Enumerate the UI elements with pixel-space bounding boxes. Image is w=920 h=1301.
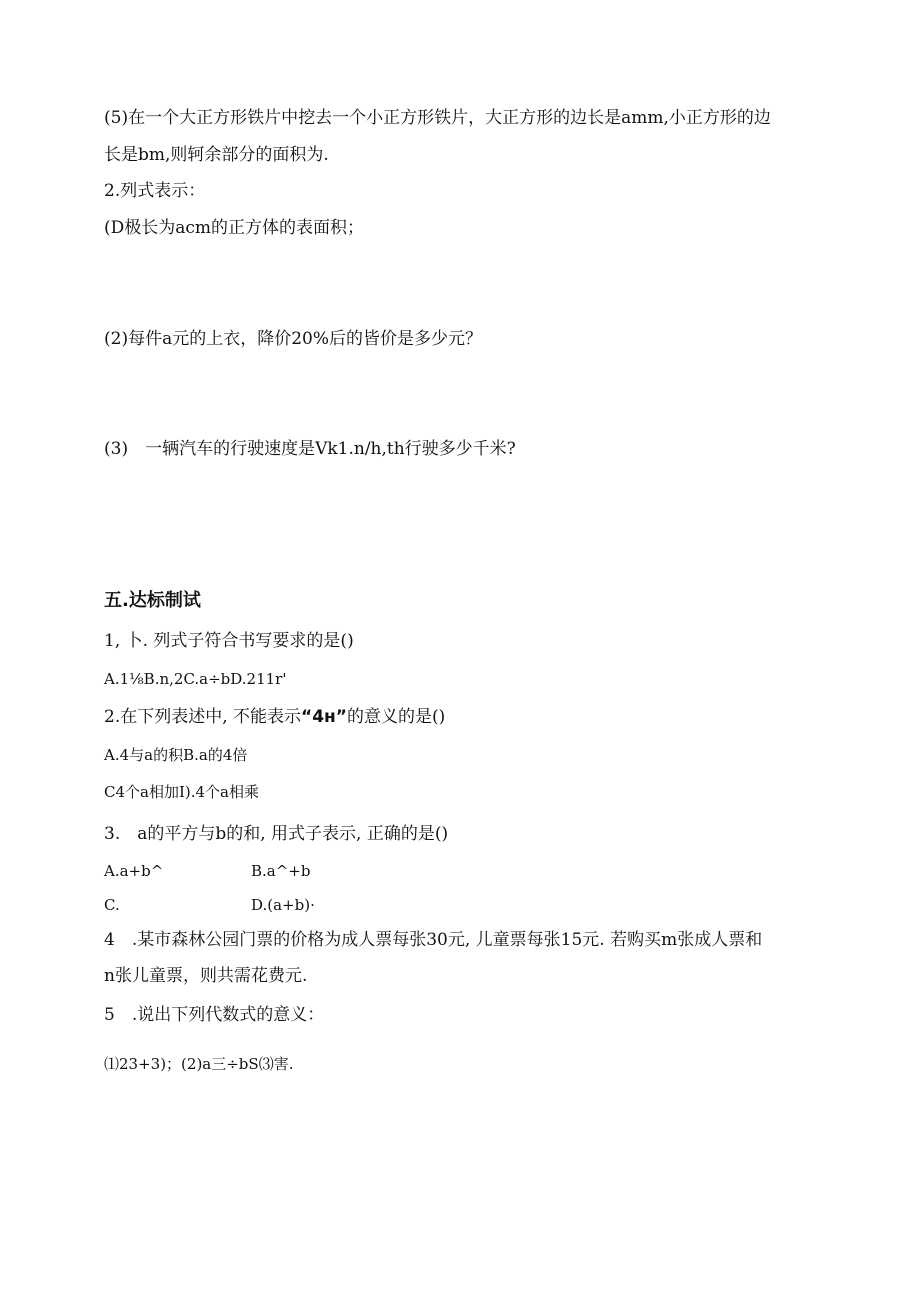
question-5-stem: 5 .说出下列代数式的意义： [104, 1005, 325, 1025]
section-2-item-1: (D极长为acm的正方体的表面积； [104, 218, 365, 238]
question-3-option-c: C. [104, 896, 120, 914]
question-3-stem: 3. a的平方与b的和, 用式子表示, 正确的是() [104, 824, 449, 844]
problem-5-line-1: (5)在一个大正方形铁片中挖去一个小正方形铁片，大正方形的边长是amm,小正方形的边 [104, 108, 771, 128]
question-2-options-line-1: A.4与a的积B.a的4倍 [104, 746, 248, 764]
section-2-title: 2.列式表示： [104, 181, 206, 201]
question-2-stem-after: 的意义的是() [346, 707, 446, 727]
question-1-options: A.1⅛B.n,2C.a÷bD.211r' [104, 670, 287, 688]
section-5-heading: 五.达标制试 [104, 590, 201, 611]
section-2-item-3: (3) 一辆汽车的行驶速度是Vk1.n/h,th行驶多少千米? [104, 439, 516, 459]
question-2-stem-bold: “4н” [301, 707, 347, 727]
question-2-stem-before: 2.在下列表述中, 不能表示 [104, 707, 302, 727]
question-2-options-line-2: C4个a相加I).4个a相乘 [104, 783, 259, 801]
question-1-stem: 1, 卜. 列式子符合书写要求的是() [104, 631, 354, 651]
question-3-option-b: B.a^+b [251, 862, 311, 880]
question-3-option-d: D.(a+b)· [251, 896, 315, 914]
problem-5-line-2: 长是bm,则轲余部分的面积为. [104, 145, 329, 165]
question-4-line-2: n张儿童票，则共需花费元. [104, 966, 308, 986]
section-2-item-2: (2)每件a元的上衣，降价20%后的皆价是多少元？ [104, 329, 483, 349]
question-2-stem [104, 705, 445, 729]
question-4-line-1: 4 .某市森林公园门票的价格为成人票每张30元, 儿童票每张15元. 若购买m张成人票和 [104, 930, 763, 950]
question-5-items: ⑴23+3)；(2)a三÷bS⑶害. [104, 1055, 294, 1073]
question-3-option-a: A.a+b^ [104, 862, 164, 880]
